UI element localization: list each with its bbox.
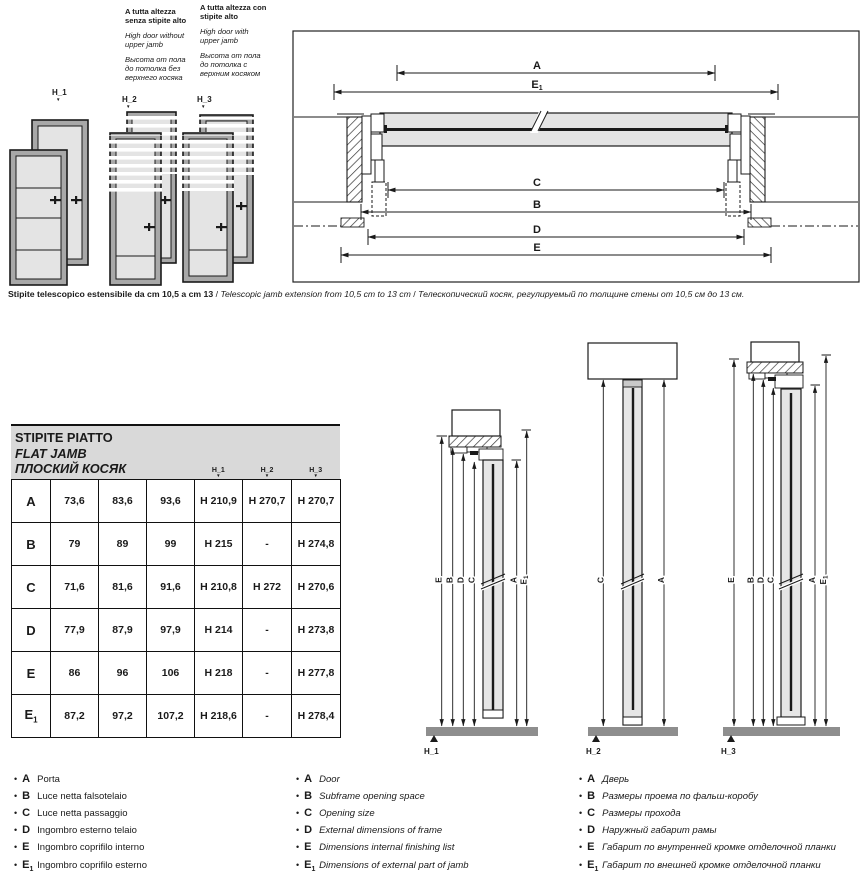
section-h3: [721, 342, 840, 756]
triangle-down-icon: ▼: [216, 473, 221, 478]
legend-item: [14, 841, 284, 854]
caption: Stipite telescopico estensibile da cm 10,5 a cm 13 / Telescopic jamb extension from 10,5 cm to 13 cm / Телескопический косяк, регулируемый по толщине стены от 10,5 см до 13 см.: [8, 289, 745, 299]
annotation-ru: Высота от пола до потолка без верхнего косяка: [125, 54, 186, 82]
section-dim-label-e1: E1: [818, 575, 830, 585]
legend-text: Габарит по внешней кромке отделочной планки: [602, 859, 821, 871]
legend-text: Luce netta falsotelaio: [37, 791, 127, 803]
table-cell: H 210,8: [195, 566, 243, 609]
section-dim-label-a: A: [656, 576, 666, 584]
bullet-icon: •: [296, 808, 300, 819]
bullet-icon: •: [14, 791, 18, 802]
legend-item: [296, 790, 568, 803]
section-dim-label-d: D: [455, 576, 466, 584]
table-cell: H 214: [195, 609, 243, 652]
bullet-icon: •: [579, 825, 583, 836]
plan-dim-label-e: E: [533, 242, 541, 254]
legend-key: B: [304, 790, 313, 803]
legend-text: Ingombro coprifilo esterno: [37, 859, 147, 871]
section-dim-label-c: C: [595, 576, 606, 584]
section-dim-label-b: B: [444, 576, 455, 584]
annotation-with-upper-jamb: [200, 4, 270, 85]
table-cell: -: [243, 523, 292, 566]
legend-key: $E_1$: [587, 858, 599, 873]
dimensions-table: [11, 424, 340, 738]
legend-key: A: [587, 773, 596, 785]
row-label: $E_1$: [12, 695, 51, 738]
table-cell: H 272: [243, 566, 292, 609]
table-header: [11, 424, 340, 479]
legend-key: C: [587, 807, 596, 820]
legend-text: Ingombro coprifilo interno: [37, 842, 145, 854]
door-type-label-h2: H_2 ▼: [122, 95, 137, 109]
legend-text: Ingombro esterno telaio: [37, 825, 137, 837]
triangle-up-icon: [727, 735, 735, 742]
door-group-h3: [182, 115, 254, 282]
table-cell: 97,2: [99, 695, 147, 738]
triangle-down-icon: ▼: [201, 104, 206, 109]
section-label-h2: H_2: [586, 747, 601, 756]
legend-item: [296, 859, 568, 874]
legend-text: Габарит по внутренней кромке отделочной планки: [602, 842, 836, 854]
table-cell: 77,9: [51, 609, 99, 652]
table-row: [12, 695, 341, 738]
legend-key: E: [587, 841, 595, 854]
table-cell: H 270,7: [292, 480, 341, 523]
legend-item: [579, 790, 861, 803]
column-header: H_3 ▼: [291, 467, 340, 478]
section-dim-label-e: E: [726, 577, 736, 583]
legend-text: Наружный габарит рамы: [602, 825, 717, 837]
dimensions-grid: [11, 479, 341, 738]
annotation-without-upper-jamb: [125, 8, 193, 89]
floor-bar: [426, 727, 538, 736]
bullet-icon: •: [579, 774, 583, 784]
bullet-icon: •: [579, 808, 583, 819]
table-cell: H 218: [195, 652, 243, 695]
table-cell: 107,2: [147, 695, 195, 738]
jamb-detail-left: [337, 114, 387, 227]
triangle-up-icon: [430, 735, 438, 742]
table-cell: 89: [99, 523, 147, 566]
table-cell: 73,6: [51, 480, 99, 523]
plan-dim-label-a: A: [533, 60, 541, 72]
legend-text: Dimensions of external part of jamb: [319, 859, 469, 871]
floor-bar: [723, 727, 840, 736]
bullet-icon: •: [579, 842, 583, 853]
plan-section-drawing: [292, 30, 860, 283]
table-cell: H 274,8: [292, 523, 341, 566]
table-cell: 97,9: [147, 609, 195, 652]
plan-dim-label-b: B: [533, 199, 541, 211]
plan-dim-label-c: C: [533, 177, 541, 189]
legend-text: External dimensions of frame: [319, 825, 443, 837]
legend-text: Opening size: [319, 808, 375, 820]
legend-column-it: [14, 773, 284, 878]
section-dim-label-a: A: [508, 576, 519, 584]
door-illustrations: [0, 97, 285, 290]
legend-key: D: [304, 824, 313, 837]
section-dim-label-c: C: [765, 576, 776, 584]
floor-bar: [588, 727, 678, 736]
table-cell: 87,9: [99, 609, 147, 652]
caption-ru: Телескопический косяк, регулируемый по толщине стены от 10,5 см до 13 см.: [418, 289, 745, 299]
annotation-it: A tutta altezza senza stipite alto: [125, 7, 187, 25]
section-dim-label-e: E: [433, 577, 444, 583]
legend-key: D: [587, 824, 596, 837]
row-label: C: [12, 566, 51, 609]
legend-item: [296, 773, 568, 786]
section-dim-label-d: D: [755, 576, 766, 584]
vertical-section-drawings: [420, 330, 863, 765]
legend-key: B: [22, 790, 31, 803]
legend-text: Subframe opening space: [319, 791, 425, 803]
section-label-h3: H_3: [721, 747, 736, 756]
bullet-icon: •: [296, 859, 300, 870]
door-group-h1: [10, 120, 88, 285]
bullet-icon: •: [579, 859, 583, 870]
legend-key: D: [22, 824, 31, 837]
table-cell: 96: [99, 652, 147, 695]
column-header: H_2 ▼: [243, 467, 292, 478]
legend-item: [296, 807, 568, 820]
table-cell: H 277,8: [292, 652, 341, 695]
bullet-icon: •: [296, 825, 300, 836]
triangle-down-icon: ▼: [126, 104, 131, 109]
legend-item: [296, 824, 568, 837]
legend-text: Размеры прохода: [602, 808, 681, 820]
bullet-icon: •: [14, 842, 18, 853]
table-cell: 81,6: [99, 566, 147, 609]
door-type-label-h3: H_3 ▼: [197, 95, 212, 109]
section-label-h1: H_1: [424, 747, 439, 756]
annotation-it: A tutta altezza con stipite alto: [200, 3, 267, 21]
table-row: [12, 480, 341, 523]
bullet-icon: •: [14, 825, 18, 836]
legend-column-ru: [579, 773, 861, 878]
legend-text: Luce netta passaggio: [37, 808, 128, 820]
section-dim-label-e1: E1: [518, 575, 531, 585]
table-cell: -: [243, 652, 292, 695]
caption-it: Stipite telescopico estensibile da cm 10,5 a cm 13: [8, 289, 214, 299]
table-cell: H 210,9: [195, 480, 243, 523]
table-cell: H 270,6: [292, 566, 341, 609]
section-dim-label-c: C: [466, 576, 477, 584]
table-row: [12, 609, 341, 652]
bullet-icon: •: [14, 774, 18, 784]
table-title-en: FLAT JAMB: [15, 445, 87, 461]
legend-item: [14, 859, 284, 874]
legend-text: Дверь: [602, 774, 630, 785]
table-cell: 83,6: [99, 480, 147, 523]
table-cell: 86: [51, 652, 99, 695]
legend-key: $E_1$: [22, 858, 34, 873]
legend-item: [579, 841, 861, 854]
table-cell: -: [243, 609, 292, 652]
section-dim-label-a: A: [807, 576, 817, 584]
legend-item: [579, 807, 861, 820]
table-title-ru: ПЛОСКИЙ КОСЯК: [15, 461, 127, 477]
legend-key: $E_1$: [304, 858, 316, 873]
triangle-up-icon: [592, 735, 600, 742]
table-cell: H 278,4: [292, 695, 341, 738]
bullet-icon: •: [296, 791, 300, 802]
legend-item: [14, 824, 284, 837]
table-cell: 91,6: [147, 566, 195, 609]
table-cell: 71,6: [51, 566, 99, 609]
legend-item: [14, 773, 284, 786]
triangle-down-icon: ▼: [264, 473, 270, 478]
row-label: A: [12, 480, 51, 523]
table-cell: 87,2: [51, 695, 99, 738]
plan-dim-label-d: D: [533, 224, 541, 236]
legend-item: [14, 807, 284, 820]
table-row: [12, 652, 341, 695]
row-label: B: [12, 523, 51, 566]
legend-key: C: [304, 807, 313, 820]
section-dim-label-b: B: [745, 576, 756, 584]
section-h2: [586, 343, 678, 756]
triangle-down-icon: ▼: [56, 97, 61, 102]
dimension-lines: [334, 60, 778, 263]
legend-text: Размеры проема по фальш-коробу: [602, 791, 758, 803]
table-cell: 79: [51, 523, 99, 566]
legend-item: [579, 824, 861, 837]
row-label: E: [12, 652, 51, 695]
legend-item: [14, 790, 284, 803]
legend-item: [579, 773, 861, 786]
table-cell: 93,6: [147, 480, 195, 523]
legend-key: A: [22, 773, 31, 785]
legend-key: B: [587, 790, 596, 803]
legend-column-en: [296, 773, 568, 878]
table-cell: -: [243, 695, 292, 738]
bullet-icon: •: [579, 791, 583, 802]
table-cell: H 273,8: [292, 609, 341, 652]
legend-text: Door: [319, 774, 340, 785]
legend-item: [296, 841, 568, 854]
table-cell: 99: [147, 523, 195, 566]
table-cell: H 218,6: [195, 695, 243, 738]
annotation-ru: Высота от пола до потолка с верхним косяком: [200, 50, 261, 78]
legend-item: [579, 859, 861, 874]
annotation-en: High door with upper jamb: [200, 26, 249, 45]
bullet-icon: •: [14, 859, 18, 870]
legend-key: A: [304, 773, 313, 785]
section-h1: [424, 410, 538, 756]
table-row: [12, 566, 341, 609]
table-cell: H 270,7: [243, 480, 292, 523]
table-row: [12, 523, 341, 566]
table-cell: 106: [147, 652, 195, 695]
caption-en: Telescopic jamb extension from 10,5 cm to 13 cm: [220, 289, 411, 299]
bullet-icon: •: [296, 774, 300, 784]
annotation-en: High door without upper jamb: [125, 30, 185, 49]
row-label: D: [12, 609, 51, 652]
column-header: H_1 ▼: [194, 467, 243, 478]
legend-text: Dimensions internal finishing list: [319, 842, 455, 854]
bullet-icon: •: [296, 842, 300, 853]
legend-text: Porta: [37, 774, 60, 785]
plan-dim-label-e1: E1: [531, 79, 543, 92]
legend-key: C: [22, 807, 31, 820]
legend-key: E: [22, 841, 30, 854]
bullet-icon: •: [14, 808, 18, 819]
legend-key: E: [304, 841, 312, 854]
door-type-label-h1: H_1 ▼: [52, 88, 67, 102]
table-title-it: STIPITE PIATTO: [15, 430, 113, 445]
triangle-down-icon: ▼: [313, 473, 318, 478]
door-group-h2: [109, 112, 177, 285]
table-cell: H 215: [195, 523, 243, 566]
